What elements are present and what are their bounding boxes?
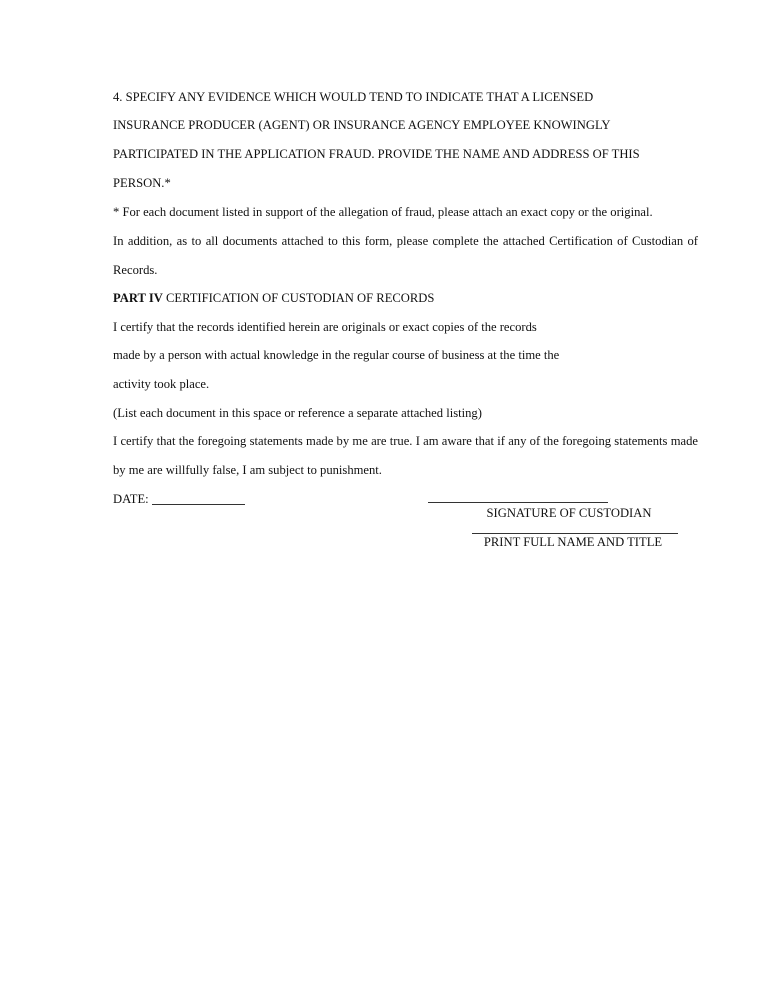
certification-line-1: I certify that the records identified herein are originals or exact copies of the records [113, 320, 537, 334]
signature-field-line[interactable] [428, 502, 608, 503]
certification-line-2: made by a person with actual knowledge in the regular course of business at the time the [113, 348, 560, 362]
name-title-label: PRINT FULL NAME AND TITLE [483, 535, 663, 549]
statement-line-2: by me are willfully false, I am subject to punishment. [113, 463, 382, 477]
certification-line-3: activity took place. [113, 377, 210, 391]
statement-line-1: I certify that the foregoing statements made by me are true. I am aware that if any of the foregoing statements made [113, 434, 698, 448]
addition-line-1: In addition, as to all documents attached to this form, please complete the attached Certification of Custodian of [113, 234, 698, 248]
part4-heading [113, 290, 434, 306]
section4-line-4: PERSON.* [113, 176, 171, 190]
date-label: DATE: [113, 492, 149, 506]
section4-line-3: PARTICIPATED IN THE APPLICATION FRAUD. PROVIDE THE NAME AND ADDRESS OF THIS [113, 147, 640, 161]
footnote-text: * For each document listed in support of the allegation of fraud, please attach an exact copy or the original. [113, 205, 653, 219]
signature-label: SIGNATURE OF CUSTODIAN [486, 506, 652, 520]
section4-line-2: INSURANCE PRODUCER (AGENT) OR INSURANCE AGENCY EMPLOYEE KNOWINGLY [113, 118, 611, 132]
date-field-line[interactable] [152, 504, 245, 505]
addition-line-2: Records. [113, 263, 158, 277]
section4-line-1: 4. SPECIFY ANY EVIDENCE WHICH WOULD TEND TO INDICATE THAT A LICENSED [113, 90, 594, 104]
part4-heading-title: CERTIFICATION OF CUSTODIAN OF RECORDS [162, 291, 435, 305]
part4-heading-label: PART IV [113, 291, 163, 305]
document-list-note: (List each document in this space or reference a separate attached listing) [113, 406, 482, 420]
